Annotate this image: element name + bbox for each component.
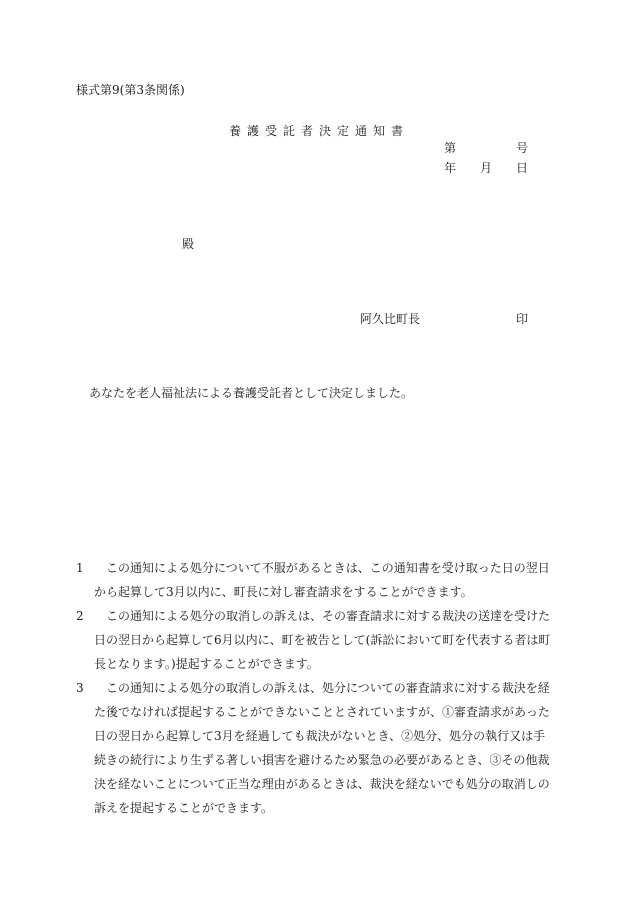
note-text: この通知による処分の取消しの訴えは、処分についての審査請求に対する裁決を経た後でなければ提起することができないこととされていますが、①審査請求があった日の翌日から起算して3月を経過しても裁決がないとき、②処分、処分の執行又は手続きの続行により生ずる著しい損害を避けるため緊急の必要があるとき、③その他裁決を経ないことについて正当な理由があるときは、裁決を経ないでも処分の取消しの訴えを提起することができます。 (94, 681, 550, 815)
number-prefix: 第 (444, 141, 457, 155)
addressee-suffix: 殿 (182, 237, 195, 251)
document-title: 養護受託者決定通知書 (229, 124, 410, 138)
form-label: 様式第9(第3条関係) (76, 83, 185, 97)
note-item (76, 604, 556, 676)
note-item (76, 676, 556, 820)
issuer-seal: 印 (516, 312, 529, 326)
note-number: 1 (76, 561, 84, 575)
note-item (76, 556, 556, 604)
date-day: 日 (516, 161, 529, 175)
note-number: 2 (76, 609, 84, 623)
number-suffix: 号 (516, 141, 529, 155)
body-text: あなたを老人福祉法による養護受託者として決定しました。 (89, 386, 414, 400)
note-text: この通知による処分の取消しの訴えは、その審査請求に対する裁決の送達を受けた日の翌日から起算して6月以内に、町を被告として(訴訟において町を代表する者は町長となります。)提起することができます。 (94, 609, 551, 671)
date-month: 月 (480, 161, 493, 175)
issuer-name: 阿久比町長 (360, 312, 421, 326)
note-text: この通知による処分について不服があるときは、この通知書を受け取った日の翌日から起算して3月以内に、町長に対し審査請求をすることができます。 (94, 561, 550, 599)
date-year: 年 (444, 161, 457, 175)
note-number: 3 (76, 681, 84, 695)
notes-list (76, 556, 556, 820)
